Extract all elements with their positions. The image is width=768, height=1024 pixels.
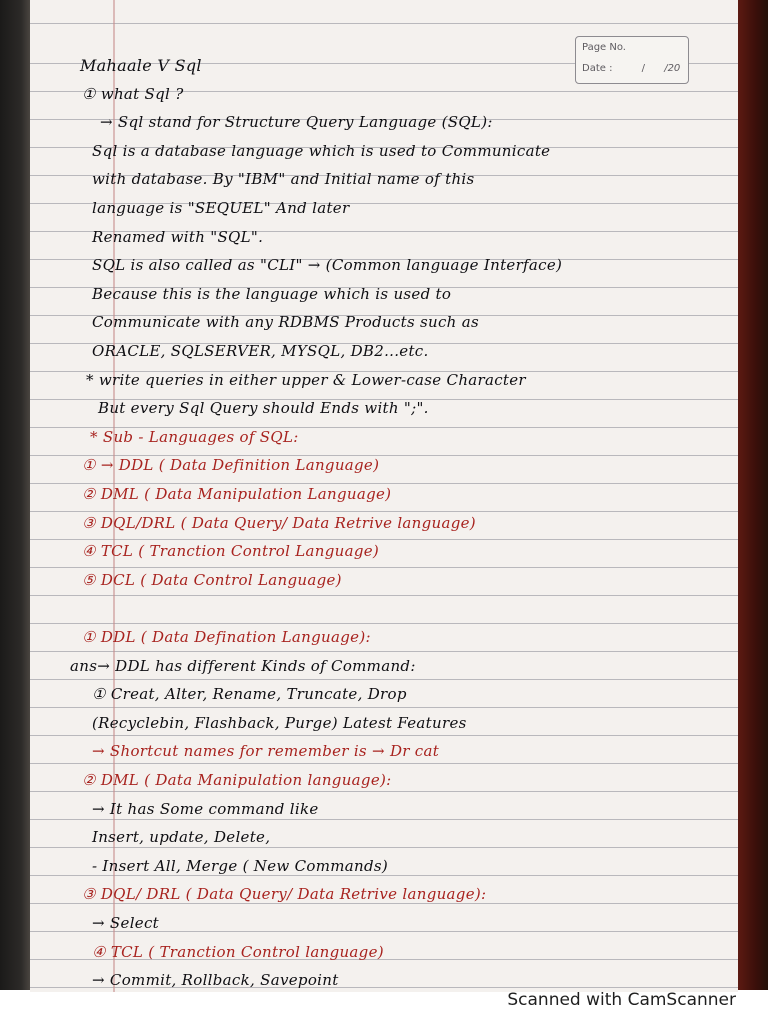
note-line: with database. By "IBM" and Initial name of this bbox=[92, 170, 475, 189]
note-line: But every Sql Query should Ends with ";". bbox=[98, 399, 429, 418]
note-line: ④ TCL ( Tranction Control Language) bbox=[82, 542, 380, 561]
note-line: ① DDL ( Data Defination Language): bbox=[82, 628, 371, 646]
note-line: Because this is the language which is used to bbox=[92, 284, 452, 303]
note-line: → Select bbox=[92, 914, 159, 932]
note-line: ② DML ( Data Manipulation Language) bbox=[82, 485, 392, 503]
note-line: * Sub - Languages of SQL: bbox=[90, 427, 299, 446]
note-line: → Shortcut names for remember is → Dr cat bbox=[92, 742, 440, 761]
note-line: (Recyclebin, Flashback, Purge) Latest Features bbox=[92, 713, 467, 732]
note-line: ① what Sql ? bbox=[82, 84, 184, 103]
note-line: SQL is also called as "CLI" → (Common language Interface) bbox=[92, 256, 563, 275]
ruled-notebook-page bbox=[30, 0, 738, 992]
note-line: Insert, update, Delete, bbox=[92, 828, 271, 847]
scanner-watermark: Scanned with CamScanner bbox=[507, 990, 736, 1010]
note-line: Mahaale V Sql bbox=[80, 56, 202, 75]
note-line: ① Creat, Alter, Rename, Truncate, Drop bbox=[92, 685, 407, 704]
note-line: Renamed with "SQL". bbox=[92, 227, 264, 246]
note-line: ② DML ( Data Manipulation language): bbox=[82, 771, 392, 789]
date-label: Date : bbox=[582, 63, 613, 74]
note-line: → Commit, Rollback, Savepoint bbox=[92, 971, 339, 990]
note-line: ⑤ DCL ( Data Control Language) bbox=[82, 570, 342, 589]
date-year: /20 bbox=[664, 63, 681, 74]
date-separator: / bbox=[641, 63, 646, 74]
page-number-label: Page No. bbox=[582, 42, 626, 53]
note-line: Sql is a database language which is used to Communicate bbox=[92, 141, 551, 160]
note-line: Communicate with any RDBMS Products such as bbox=[92, 313, 479, 332]
note-line: → It has Some command like bbox=[92, 799, 319, 818]
note-line: - Insert All, Merge ( New Commands) bbox=[92, 856, 389, 875]
notebook-binding-right bbox=[738, 0, 768, 990]
notebook-binding-left bbox=[0, 0, 30, 990]
page-date-box bbox=[575, 36, 689, 84]
note-line: ① → DDL ( Data Definition Language) bbox=[82, 456, 380, 475]
note-line: ③ DQL/DRL ( Data Query/ Data Retrive language) bbox=[82, 513, 476, 532]
note-line: ans→ DDL has different Kinds of Command: bbox=[70, 656, 416, 675]
note-line: → Sql stand for Structure Query Language (SQL): bbox=[100, 113, 493, 132]
note-line: * write queries in either upper & Lower-case Character bbox=[86, 370, 526, 389]
note-line: ④ TCL ( Tranction Control language) bbox=[92, 942, 384, 961]
note-line: language is "SEQUEL" And later bbox=[92, 199, 350, 217]
note-line: ORACLE, SQLSERVER, MYSQL, DB2...etc. bbox=[92, 342, 429, 360]
note-line: ③ DQL/ DRL ( Data Query/ Data Retrive language): bbox=[82, 885, 487, 904]
